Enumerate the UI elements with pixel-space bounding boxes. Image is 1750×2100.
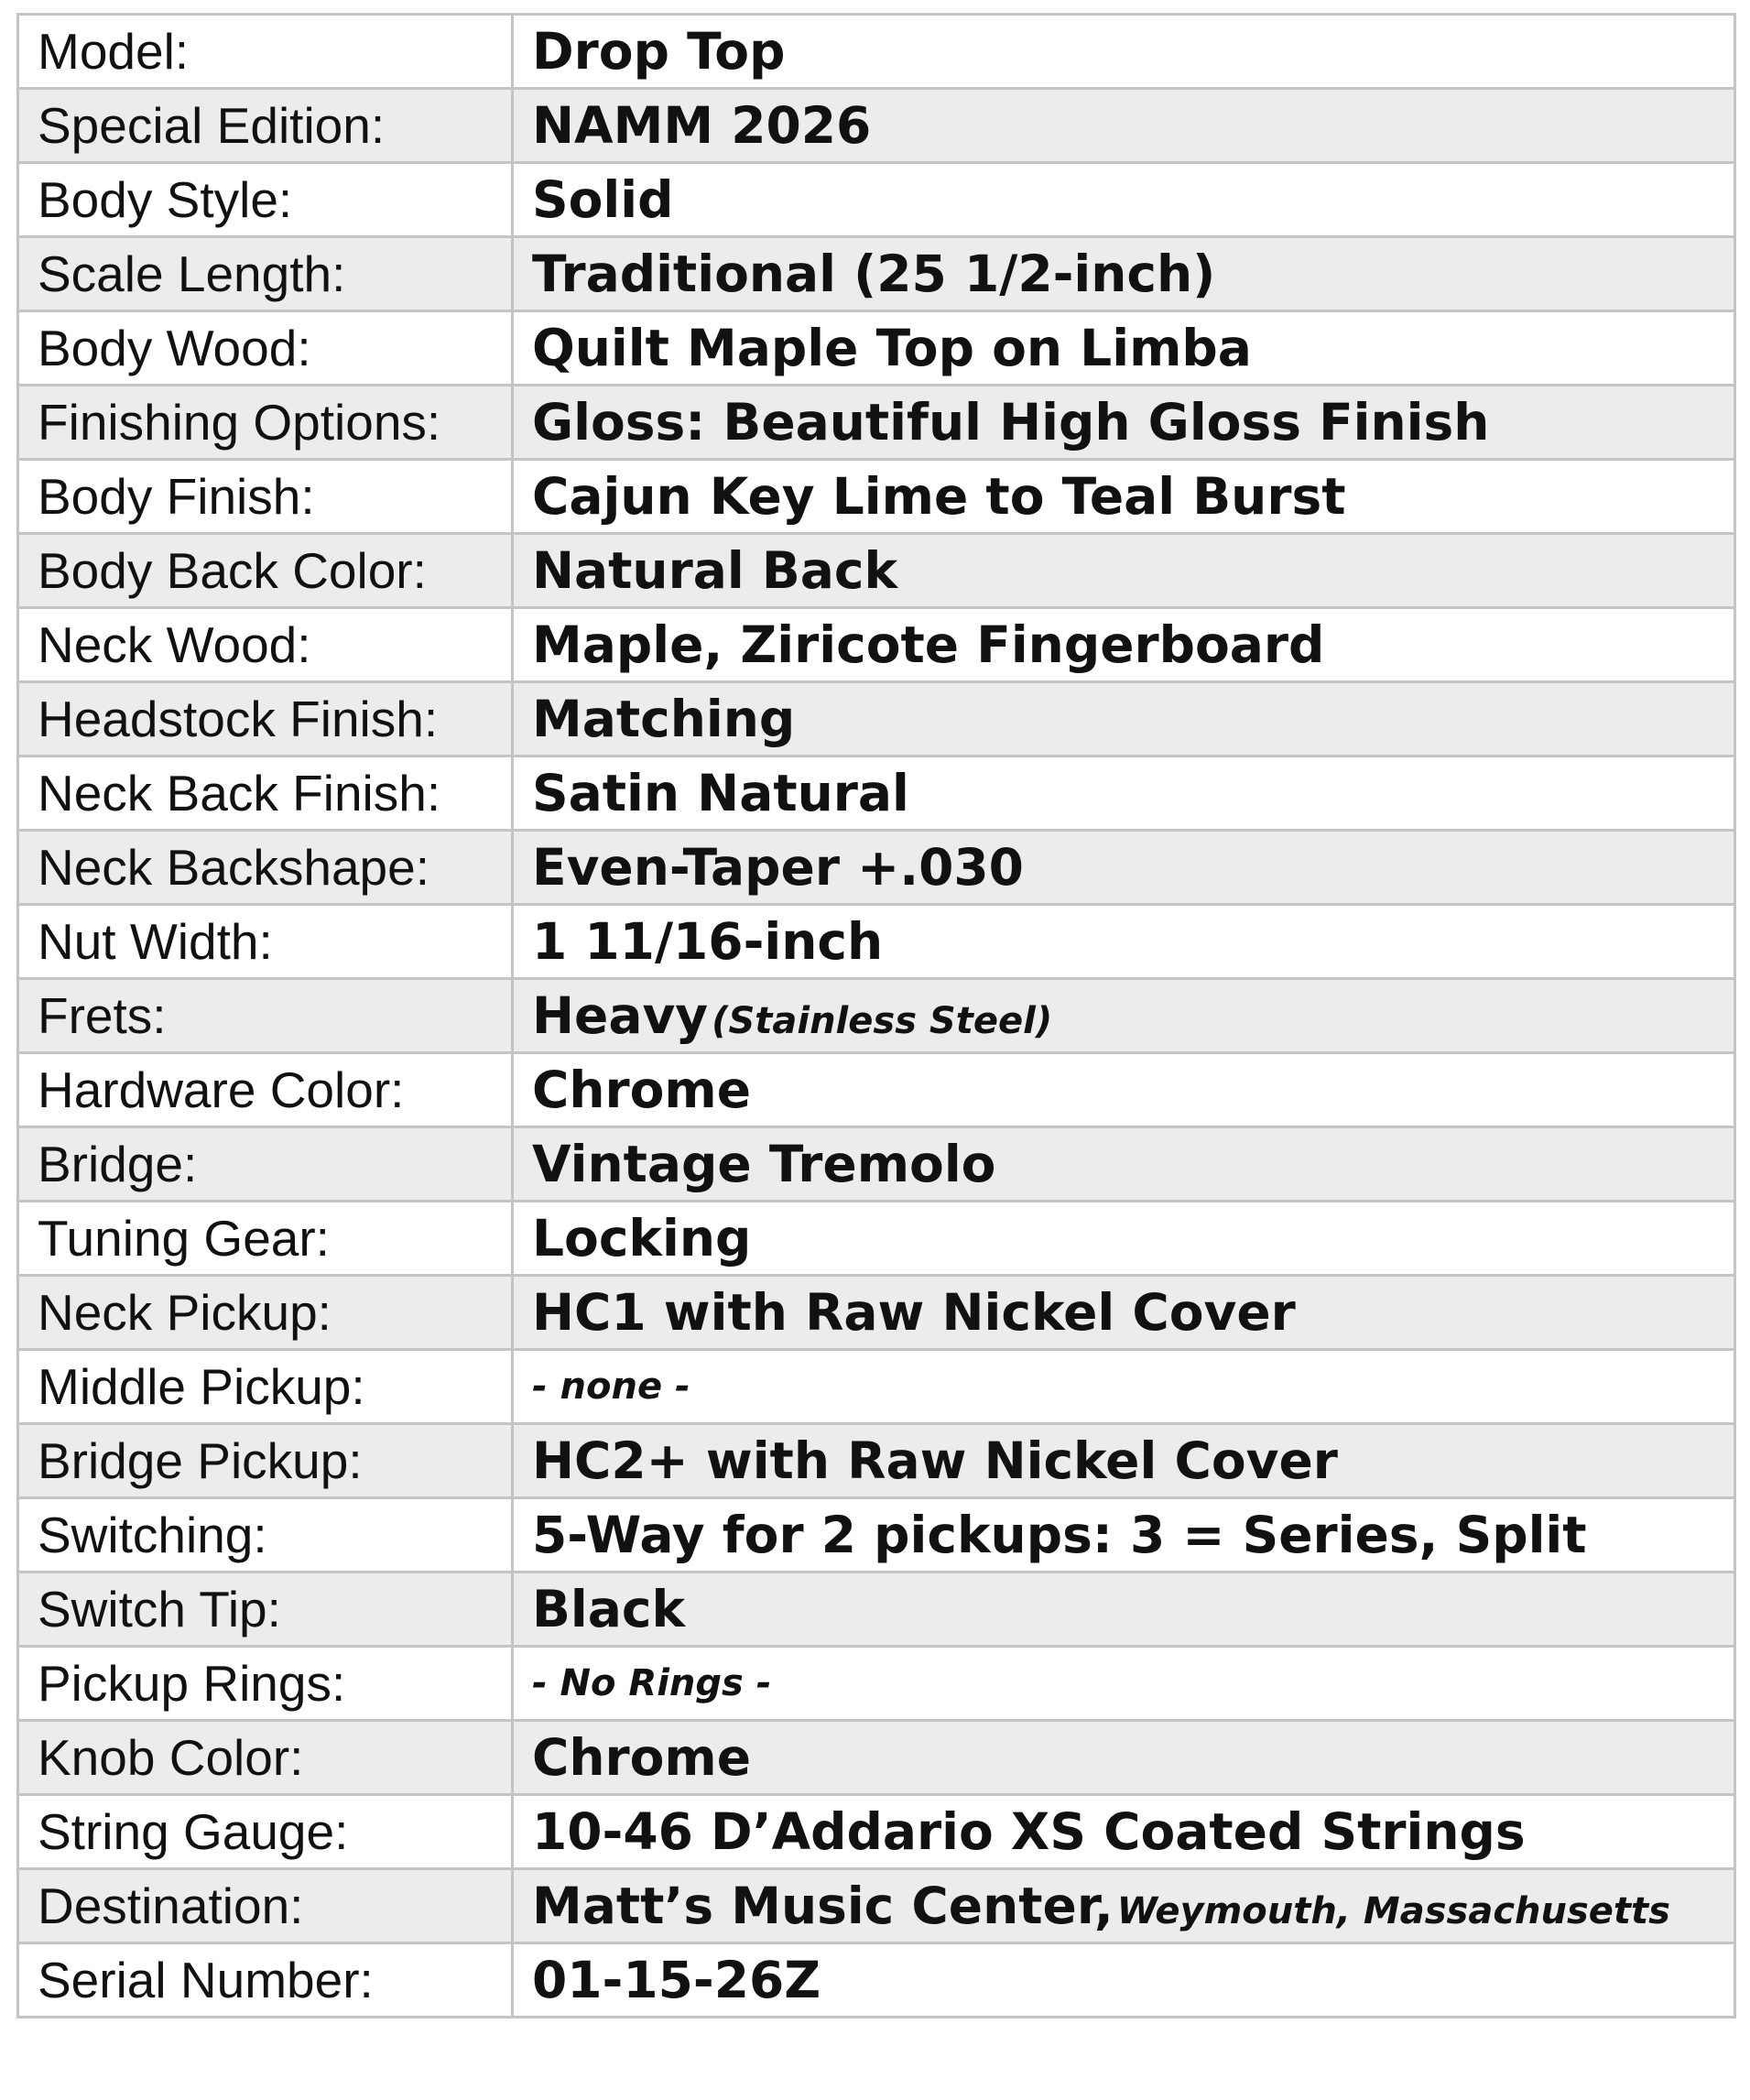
spec-value: Drop Top [532, 22, 786, 81]
spec-row-bridge [18, 1127, 1735, 1202]
spec-row-knob-color [18, 1721, 1735, 1795]
spec-value: 01-15-26Z [532, 1951, 821, 2009]
spec-label: Scale Length: [18, 237, 513, 311]
spec-label: Knob Color: [18, 1721, 513, 1795]
spec-row-switch-tip [18, 1572, 1735, 1647]
spec-value-cell [513, 1721, 1735, 1795]
spec-value: - none - [532, 1366, 690, 1408]
spec-table [16, 13, 1736, 2018]
spec-value: Heavy [532, 986, 709, 1045]
spec-value: NAMM 2026 [532, 96, 872, 155]
spec-value-cell [513, 1647, 1735, 1721]
spec-label: Hardware Color: [18, 1053, 513, 1127]
spec-row-bridge-pickup [18, 1424, 1735, 1498]
spec-label: Frets: [18, 979, 513, 1053]
spec-label: Serial Number: [18, 1943, 513, 2018]
spec-label: Pickup Rings: [18, 1647, 513, 1721]
spec-label: Neck Backshape: [18, 831, 513, 905]
spec-label: Destination: [18, 1869, 513, 1943]
spec-value-cell [513, 534, 1735, 608]
spec-label: Neck Back Finish: [18, 756, 513, 831]
spec-value-cell [513, 1498, 1735, 1572]
spec-value-cell [513, 237, 1735, 311]
spec-note: (Stainless Steel) [712, 1000, 1053, 1042]
spec-value: Chrome [532, 1728, 752, 1787]
spec-value: Matt’s Music Center, [532, 1877, 1114, 1935]
spec-value: HC2+ with Raw Nickel Cover [532, 1431, 1338, 1490]
spec-row-neck-wood [18, 608, 1735, 682]
spec-value-cell [513, 1276, 1735, 1350]
spec-row-nut-width [18, 905, 1735, 979]
spec-value: Satin Natural [532, 764, 909, 822]
spec-row-special-edition [18, 89, 1735, 163]
spec-value: Gloss: Beautiful High Gloss Finish [532, 393, 1490, 452]
spec-row-switching [18, 1498, 1735, 1572]
spec-value-cell [513, 608, 1735, 682]
spec-value-cell [513, 15, 1735, 89]
spec-row-body-back-color [18, 534, 1735, 608]
spec-label: Body Finish: [18, 460, 513, 534]
spec-row-body-wood [18, 311, 1735, 386]
spec-value: Locking [532, 1209, 752, 1268]
spec-value: Black [532, 1580, 686, 1638]
spec-row-model [18, 15, 1735, 89]
spec-value-cell [513, 163, 1735, 237]
spec-value-cell [513, 460, 1735, 534]
spec-label: Body Back Color: [18, 534, 513, 608]
spec-value-cell [513, 386, 1735, 460]
spec-value-cell [513, 1424, 1735, 1498]
spec-value: HC1 with Raw Nickel Cover [532, 1283, 1296, 1342]
spec-row-serial-number [18, 1943, 1735, 2018]
spec-row-finishing-options [18, 386, 1735, 460]
spec-row-scale-length [18, 237, 1735, 311]
spec-value-cell [513, 831, 1735, 905]
spec-value: Vintage Tremolo [532, 1135, 996, 1193]
spec-label: Switching: [18, 1498, 513, 1572]
spec-label: Headstock Finish: [18, 682, 513, 756]
spec-row-pickup-rings [18, 1647, 1735, 1721]
spec-value: 10-46 D’Addario XS Coated Strings [532, 1802, 1526, 1861]
spec-label: Bridge Pickup: [18, 1424, 513, 1498]
spec-row-neck-back-finish [18, 756, 1735, 831]
spec-value-cell [513, 979, 1735, 1053]
spec-value: Chrome [532, 1061, 752, 1119]
spec-row-string-gauge [18, 1795, 1735, 1869]
spec-value: Even-Taper +.030 [532, 838, 1024, 897]
spec-value-cell [513, 1202, 1735, 1276]
spec-value: Traditional (25 1/2-inch) [532, 245, 1216, 303]
spec-label: Neck Wood: [18, 608, 513, 682]
spec-row-middle-pickup [18, 1350, 1735, 1424]
spec-value: Cajun Key Lime to Teal Burst [532, 467, 1346, 526]
spec-note: Weymouth, Massachusetts [1116, 1890, 1670, 1932]
spec-value: Solid [532, 170, 674, 229]
spec-value-cell [513, 756, 1735, 831]
spec-row-neck-backshape [18, 831, 1735, 905]
spec-row-headstock-finish [18, 682, 1735, 756]
spec-label: Bridge: [18, 1127, 513, 1202]
spec-value-cell [513, 311, 1735, 386]
spec-row-tuning-gear [18, 1202, 1735, 1276]
spec-label: Neck Pickup: [18, 1276, 513, 1350]
spec-label: Tuning Gear: [18, 1202, 513, 1276]
spec-value-cell [513, 1572, 1735, 1647]
spec-value-cell [513, 905, 1735, 979]
spec-value-cell [513, 1350, 1735, 1424]
spec-label: Body Style: [18, 163, 513, 237]
spec-label: String Gauge: [18, 1795, 513, 1869]
spec-row-body-style [18, 163, 1735, 237]
spec-value-cell [513, 1127, 1735, 1202]
spec-value-cell [513, 1795, 1735, 1869]
spec-label: Body Wood: [18, 311, 513, 386]
spec-value: 5-Way for 2 pickups: 3 = Series, Split [532, 1506, 1587, 1564]
spec-row-neck-pickup [18, 1276, 1735, 1350]
spec-value-cell [513, 1053, 1735, 1127]
spec-value: 1 11/16-inch [532, 912, 884, 971]
spec-value: Natural Back [532, 541, 898, 600]
spec-value: Matching [532, 690, 796, 748]
spec-value-cell [513, 1943, 1735, 2018]
spec-label: Special Edition: [18, 89, 513, 163]
spec-value: Maple, Ziricote Fingerboard [532, 615, 1325, 674]
spec-label: Finishing Options: [18, 386, 513, 460]
spec-label: Switch Tip: [18, 1572, 513, 1647]
spec-label: Model: [18, 15, 513, 89]
spec-value: Quilt Maple Top on Limba [532, 319, 1252, 377]
spec-row-hardware-color [18, 1053, 1735, 1127]
spec-label: Middle Pickup: [18, 1350, 513, 1424]
spec-row-frets [18, 979, 1735, 1053]
spec-value: - No Rings - [532, 1662, 772, 1704]
spec-row-body-finish [18, 460, 1735, 534]
spec-label: Nut Width: [18, 905, 513, 979]
spec-row-destination [18, 1869, 1735, 1943]
spec-value-cell [513, 1869, 1735, 1943]
spec-value-cell [513, 682, 1735, 756]
spec-value-cell [513, 89, 1735, 163]
